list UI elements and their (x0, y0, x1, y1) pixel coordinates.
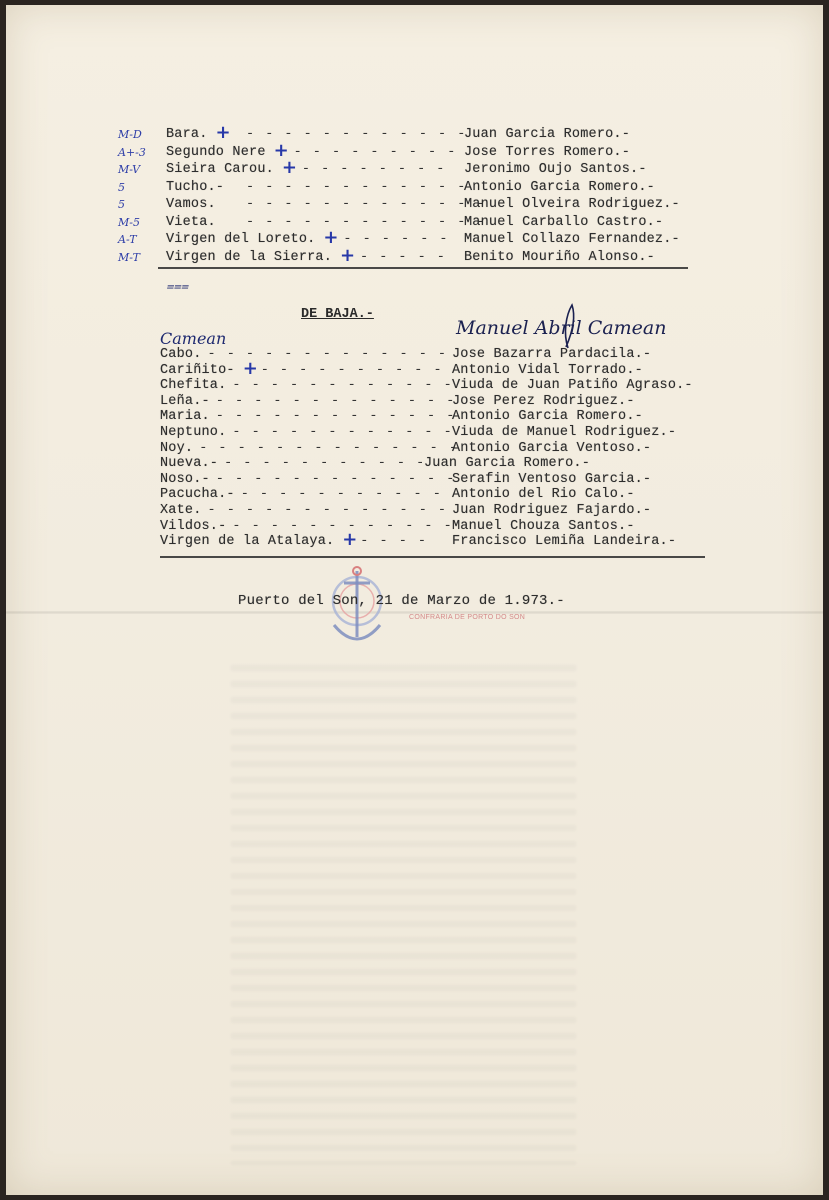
leader-dashes: - - - - - - - - - - - - - (215, 409, 456, 425)
boat-name: Pacucha.- (160, 487, 235, 503)
leader-dashes: - - - - - - - - - - - (224, 456, 426, 472)
owner-name: Antonio del Rio Calo.- (452, 487, 635, 503)
row-annotation: 5 (118, 198, 125, 211)
leader-dashes: - - - - - - - - - - - - (246, 127, 467, 142)
owner-name: Manuel Olveira Rodriguez.- (464, 197, 680, 212)
cross-mark: + (323, 227, 339, 248)
owner-name: Juan Garcia Romero.- (464, 127, 631, 142)
ink-bleed-through (231, 665, 576, 1165)
leader-dashes: - - - - - - (343, 232, 450, 247)
leader-dashes: - - - - - - - - - - - - - (207, 347, 448, 362)
document-page (6, 5, 823, 1195)
owner-name: Jose Torres Romero.- (464, 144, 631, 160)
owner-name: Jeronimo Oujo Santos.- (464, 162, 647, 177)
leader-dashes: - - - - - - - - (301, 162, 446, 177)
boat-name: Maria. (160, 409, 210, 425)
boat-name: Chefita. (160, 378, 227, 394)
handwritten-right-note: Manuel Abril Camean (456, 317, 667, 339)
bottom-rule (160, 556, 705, 558)
owner-name: Antonio Vidal Torrado.- (452, 362, 643, 378)
leader-dashes: - - - - - - - - - - - - - (246, 197, 487, 212)
row-annotation: M-D (118, 128, 142, 141)
owner-name: Jose Bazarra Pardacila.- (452, 347, 652, 362)
owner-name: Manuel Chouza Santos.- (452, 518, 635, 534)
row-annotation: M-T (118, 250, 140, 264)
cross-mark: + (340, 244, 356, 266)
row-annotation: M-5 (118, 215, 140, 229)
leader-dashes: - - - - - - - - - - - - - (207, 503, 448, 518)
section-title: DE BAJA.- (301, 307, 374, 322)
leader-dashes: - - - - - - - - - - - - - (215, 471, 456, 487)
cross-mark: + (242, 357, 258, 379)
row-annotation: A+-3 (118, 145, 146, 159)
leader-dashes: - - - - - - - - - - - - - (246, 214, 487, 230)
place-date-line: Puerto del Son, 21 de Marzo de 1.973.- (238, 593, 565, 609)
owner-name: Serafin Ventoso Garcia.- (452, 471, 652, 487)
leader-dashes: - - - - - - - - - - - - (246, 179, 467, 195)
boat-name: Vieta. (166, 214, 216, 230)
owner-name: Manuel Carballo Castro.- (464, 214, 664, 230)
owner-name: Jose Perez Rodriguez.- (452, 393, 635, 409)
row-annotation: M-V (118, 163, 141, 176)
boat-name: Vamos. (166, 197, 216, 212)
margin-note: ⩶ (166, 279, 189, 294)
leader-dashes: - - - - - - - - - - (260, 362, 444, 378)
leader-dashes: - - - - - - - - - - - - (232, 378, 454, 394)
boat-name: Cabo. (160, 347, 202, 362)
leader-dashes: - - - - - (360, 249, 447, 265)
cross-mark: + (281, 157, 297, 178)
owner-name: Viuda de Manuel Rodriguez.- (452, 425, 677, 440)
leader-dashes: - - - - - - - - - - - - - - (199, 440, 459, 456)
boat-name: Segundo Nere (166, 144, 266, 160)
boat-name: Tucho.- (166, 179, 225, 195)
boat-name: Neptuno. (160, 425, 227, 440)
owner-name: Viuda de Juan Patiño Agraso.- (452, 378, 693, 394)
row-annotation: A-T (118, 233, 137, 246)
boat-name: Sieira Carou. (166, 162, 274, 177)
boat-name: Vildos.- (160, 518, 227, 534)
boat-name: Xate. (160, 503, 202, 518)
boat-name: Leña.- (160, 393, 210, 409)
owner-name: Juan Rodriguez Fajardo.- (452, 503, 652, 518)
leader-dashes: - - - - (360, 534, 428, 550)
boat-name: Bara. (166, 127, 208, 142)
owner-name: Juan Garcia Romero.- (424, 456, 591, 472)
boat-name: Virgen de la Atalaya. (160, 534, 335, 550)
owner-name: Francisco Lemiña Landeira.- (452, 534, 677, 550)
cross-mark: + (342, 529, 358, 551)
owner-name: Antonio Garcia Ventoso.- (452, 440, 652, 456)
owner-name: Antonio Garcia Romero.- (464, 179, 655, 195)
leader-dashes: - - - - - - - - - - - (240, 487, 443, 503)
cross-mark: + (273, 139, 289, 161)
boat-name: Virgen de la Sierra. (166, 249, 333, 265)
leader-dashes: - - - - - - - - - - - - (232, 518, 454, 534)
owner-name: Manuel Collazo Fernandez.- (464, 232, 680, 247)
owner-name: Benito Mouriño Alonso.- (464, 249, 655, 265)
handwritten-left-note: Camean (160, 329, 227, 348)
leader-dashes: - - - - - - - - - - - - - (215, 393, 456, 409)
boat-name: Cariñito- (160, 362, 235, 378)
owner-name: Antonio Garcia Romero.- (452, 409, 643, 425)
leader-dashes: - - - - - - - - - - - - (232, 425, 454, 440)
boat-name: Virgen del Loreto. (166, 232, 316, 247)
seal-caption: CONFRARIA DE PORTO DO SON (409, 614, 526, 621)
leader-dashes: - - - - - - - - - (293, 144, 457, 160)
row-annotation: 5 (118, 180, 125, 194)
boat-name: Noso.- (160, 471, 210, 487)
boat-name: Nueva.- (160, 456, 219, 472)
top-rule (158, 267, 688, 269)
boat-name: Noy. (160, 440, 194, 456)
cross-mark: + (215, 122, 231, 143)
